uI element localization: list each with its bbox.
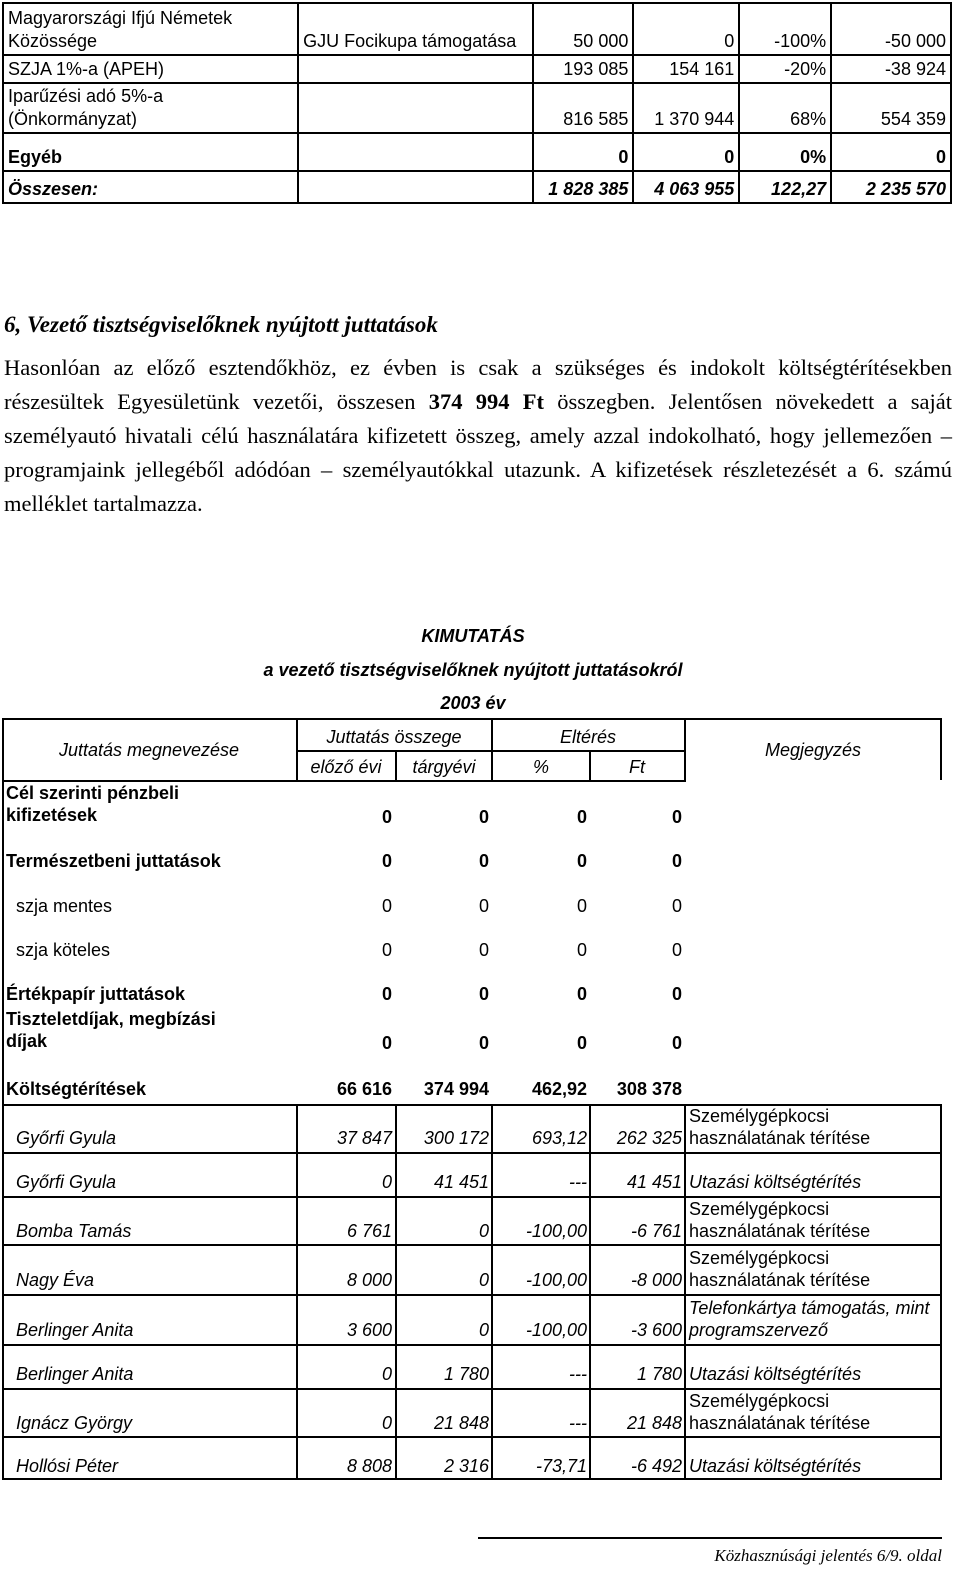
row-prev: 0 <box>381 984 392 1004</box>
row-ft: 0 <box>671 984 682 1004</box>
row-curr: 0 <box>478 984 489 1004</box>
header-name: Juttatás megnevezése <box>58 740 240 760</box>
row-prev: 0 <box>381 807 392 827</box>
row-prev: 0 <box>381 851 392 871</box>
row-name: Ignácz György <box>16 1413 133 1433</box>
row-name: Berlinger Anita <box>16 1364 134 1384</box>
grid-line <box>2 718 942 720</box>
row-pct: -100,00 <box>525 1270 587 1290</box>
cell-pct: -20% <box>739 55 831 83</box>
row-note: Utazási költségtérítés <box>689 1172 862 1192</box>
row-pct: 462,92 <box>531 1079 587 1099</box>
row-pct: 0 <box>576 807 587 827</box>
cell-prev: 1 828 385 <box>533 171 633 203</box>
row-name: Tiszteletdíjak, megbízási díjak <box>6 1009 216 1051</box>
row-curr: 1 780 <box>443 1364 489 1384</box>
header-ft: Ft <box>629 757 645 777</box>
row-prev: 8 000 <box>346 1270 392 1290</box>
row-ft: 1 780 <box>636 1364 682 1384</box>
row-ft: -6 761 <box>630 1221 682 1241</box>
grid-line <box>2 1478 942 1480</box>
cell-diff: -38 924 <box>831 55 951 83</box>
row-curr: 0 <box>478 1033 489 1053</box>
grid-line <box>684 1104 686 1478</box>
grid-line <box>2 1436 942 1438</box>
row-pct: 0 <box>576 984 587 1004</box>
header-amount: Juttatás összege <box>326 727 462 747</box>
row-curr: 0 <box>478 1270 489 1290</box>
row-pct: -73,71 <box>535 1456 587 1476</box>
cell-diff: 2 235 570 <box>831 171 951 203</box>
row-pct: 0 <box>576 940 587 960</box>
cell-prev: 816 585 <box>533 83 633 133</box>
row-ft: -3 600 <box>630 1320 682 1340</box>
row-name: Bomba Tamás <box>16 1221 132 1241</box>
header-note: Megjegyzés <box>764 740 862 760</box>
cell-source: Egyéb <box>3 133 298 171</box>
row-name: Berlinger Anita <box>16 1320 134 1340</box>
grid-line <box>2 1152 942 1154</box>
cell-diff: 0 <box>831 133 951 171</box>
row-note: Telefonkártya támogatás, mint programszervező <box>689 1298 930 1340</box>
cell-source: Iparűzési adó 5%-a (Önkormányzat) <box>3 83 298 133</box>
header-diff: Eltérés <box>559 727 617 747</box>
cell-curr: 0 <box>633 133 739 171</box>
cell-purpose: GJU Focikupa támogatása <box>298 3 533 55</box>
grid-line <box>940 1104 942 1478</box>
row-curr: 0 <box>478 896 489 916</box>
row-curr: 0 <box>478 851 489 871</box>
cell-prev: 50 000 <box>533 3 633 55</box>
row-name: Természetbeni juttatások <box>6 851 221 871</box>
row-ft: 21 848 <box>626 1413 682 1433</box>
cell-pct: 122,27 <box>739 171 831 203</box>
row-prev: 66 616 <box>336 1079 392 1099</box>
row-prev: 0 <box>381 1033 392 1053</box>
row-pct: --- <box>569 1413 587 1433</box>
cell-curr: 154 161 <box>633 55 739 83</box>
row-prev: 0 <box>381 1364 392 1384</box>
row-curr: 0 <box>478 940 489 960</box>
row-name: Értékpapír juttatások <box>6 984 186 1004</box>
section-heading: 6, Vezető tisztségviselőknek nyújtott juttatások <box>4 312 438 337</box>
row-prev: 37 847 <box>336 1128 392 1148</box>
report-subtitle: a vezető tisztségviselőknek nyújtott juttatásokról <box>263 660 683 680</box>
header-pct: % <box>532 757 549 777</box>
cell-curr: 0 <box>633 3 739 55</box>
row-pct: 693,12 <box>531 1128 587 1148</box>
grid-line <box>2 1244 942 1246</box>
row-ft: 0 <box>671 807 682 827</box>
row-pct: 0 <box>576 896 587 916</box>
report-year: 2003 év <box>440 693 506 713</box>
row-note: Személygépkocsi használatának térítése <box>689 1199 871 1241</box>
row-ft: -6 492 <box>630 1456 682 1476</box>
cell-diff: -50 000 <box>831 3 951 55</box>
row-pct: 0 <box>576 851 587 871</box>
cell-pct: 68% <box>739 83 831 133</box>
row-pct: --- <box>569 1172 587 1192</box>
row-ft: 0 <box>671 896 682 916</box>
row-note: Személygépkocsi használatának térítése <box>689 1248 871 1290</box>
row-note: Utazási költségtérítés <box>689 1456 862 1476</box>
para-text-2: összegben. Jelentősen növekedett a saját személyautó hivatali célú használatára kifizetett összeg, amely azzal indokolható, hogy jellemezően – programjaink jellegéből adódóan – személyautókkal utazunk. A kifizetések részletezését a 6. számú melléklet tartalmazza. <box>4 389 952 516</box>
cell-source: SZJA 1%-a (APEH) <box>3 55 298 83</box>
row-pct: -100,00 <box>525 1320 587 1340</box>
row-curr: 41 451 <box>433 1172 489 1192</box>
cell-pct: -100% <box>739 3 831 55</box>
row-ft: 308 378 <box>616 1079 682 1099</box>
header-prev: előző évi <box>310 757 382 777</box>
page-footer: Közhasznúsági jelentés 6/9. oldal <box>714 1546 942 1565</box>
row-prev: 6 761 <box>346 1221 392 1241</box>
row-note: Személygépkocsi használatának térítése <box>689 1391 871 1433</box>
row-prev: 8 808 <box>346 1456 392 1476</box>
cell-curr: 4 063 955 <box>633 171 739 203</box>
report-title: KIMUTATÁS <box>421 626 525 646</box>
row-curr: 0 <box>478 1320 489 1340</box>
header-curr: tárgyévi <box>412 757 476 777</box>
row-name: Nagy Éva <box>16 1270 95 1290</box>
row-pct: 0 <box>576 1033 587 1053</box>
row-name: szja köteles <box>16 940 111 960</box>
row-ft: 41 451 <box>626 1172 682 1192</box>
row-name: Cél szerinti pénzbeli kifizetések <box>6 783 180 825</box>
row-pct: -100,00 <box>525 1221 587 1241</box>
row-ft: -8 000 <box>630 1270 682 1290</box>
cell-curr: 1 370 944 <box>633 83 739 133</box>
row-name: szja mentes <box>16 896 113 916</box>
row-name: Győrfi Gyula <box>16 1172 117 1192</box>
row-prev: 0 <box>381 1413 392 1433</box>
row-note: Utazási költségtérítés <box>689 1364 862 1384</box>
grid-line <box>2 1294 942 1296</box>
row-pct: --- <box>569 1364 587 1384</box>
row-curr: 2 316 <box>443 1456 489 1476</box>
row-prev: 0 <box>381 896 392 916</box>
row-name: Hollósi Péter <box>16 1456 119 1476</box>
para-text-1: Hasonlóan az előző esztendőkhöz, ez évben is csak a szükséges és indokolt költségtérítésekben részesültek Egyesületünk vezetői, összesen <box>4 355 952 414</box>
row-ft: 0 <box>671 851 682 871</box>
row-prev: 0 <box>381 940 392 960</box>
row-prev: 3 600 <box>346 1320 392 1340</box>
cell-prev: 0 <box>533 133 633 171</box>
row-curr: 374 994 <box>423 1079 489 1099</box>
grid-line <box>940 718 942 780</box>
grid-line <box>2 1344 942 1346</box>
cell-prev: 193 085 <box>533 55 633 83</box>
para-amount: 374 994 Ft <box>428 389 544 414</box>
row-ft: 0 <box>671 1033 682 1053</box>
row-curr: 0 <box>478 1221 489 1241</box>
cell-source: Magyarországi Ifjú Németek Közössége <box>3 3 298 55</box>
row-curr: 300 172 <box>423 1128 489 1148</box>
cell-pct: 0% <box>739 133 831 171</box>
row-note: Személygépkocsi használatának térítése <box>689 1106 871 1148</box>
cell-diff: 554 359 <box>831 83 951 133</box>
row-ft: 0 <box>671 940 682 960</box>
row-name: Költségtérítések <box>6 1079 147 1099</box>
cell-source: Összesen: <box>3 171 298 203</box>
grid-line <box>2 718 4 1478</box>
row-ft: 262 325 <box>616 1128 682 1148</box>
footer-rule <box>478 1537 942 1539</box>
row-name: Győrfi Gyula <box>16 1128 117 1148</box>
row-curr: 0 <box>478 807 489 827</box>
row-curr: 21 848 <box>433 1413 489 1433</box>
row-prev: 0 <box>381 1172 392 1192</box>
